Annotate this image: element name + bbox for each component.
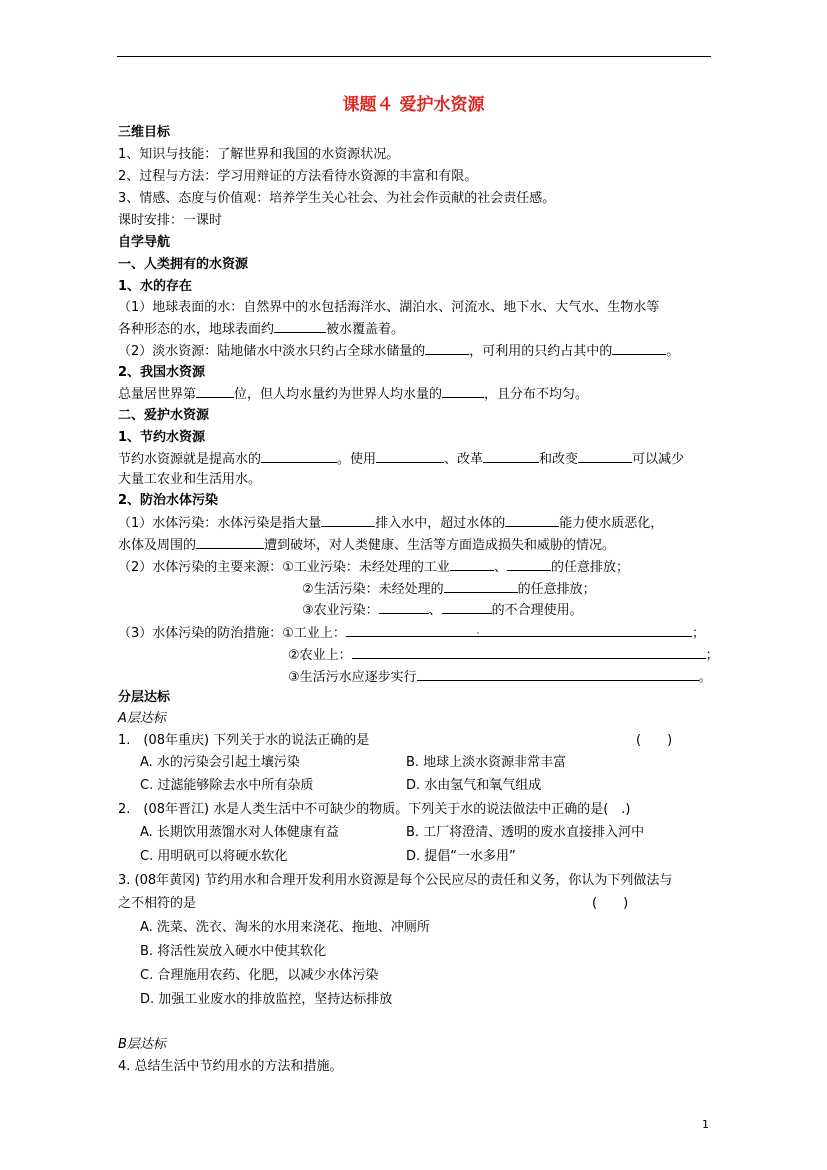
q4-stem: 4. 总结生活中节约用水的方法和措施。 <box>118 1059 343 1074</box>
part2-q2: （2）水体污染的主要来源：①工业污染：未经处理的工业 、 的任意排放； <box>118 560 629 575</box>
goal-item-3: 3、情感、态度与价值观：培养学生关心社会、为社会作贡献的社会责任感。 <box>118 191 556 206</box>
fill-blank[interactable] <box>442 601 492 614</box>
part2-p1: 节约水资源就是提高水的 。使用 、改革 和改变 可以减少 <box>118 452 685 467</box>
goal-item-2: 2、过程与方法：学习用辩证的方法看待水资源的丰富和有限。 <box>118 169 478 184</box>
fill-blank[interactable] <box>483 450 539 463</box>
q1-option-c[interactable]: C. 过滤能够除去水中所有杂质 <box>140 778 314 793</box>
fill-blank[interactable] <box>274 320 326 333</box>
part1-p1b: 各种形态的水，地球表面约 被水覆盖着。 <box>118 322 405 337</box>
fill-blank[interactable] <box>346 624 692 637</box>
fill-blank[interactable] <box>261 450 337 463</box>
part2-q1-line2: 水体及周围的 遭到破坏，对人类健康、生活等方面造成损失和威胁的情况。 <box>118 538 616 553</box>
part2-heading: 二、爱护水资源 <box>118 408 210 423</box>
fill-blank[interactable] <box>196 536 264 549</box>
fill-blank[interactable] <box>450 558 494 571</box>
q2-option-a[interactable]: A. 长期饮用蒸馏水对人体健康有益 <box>140 825 339 840</box>
q1-option-b[interactable]: B. 地球上淡水资源非常丰富 <box>406 755 567 770</box>
q2-option-b[interactable]: B. 工厂将澄清、透明的废水直接排入河中 <box>406 825 645 840</box>
fill-blank[interactable] <box>505 514 559 527</box>
q1-answer-paren[interactable]: ( ) <box>636 733 673 748</box>
part1-sub2: 2、我国水资源 <box>118 365 206 380</box>
part1-sub1: 1、水的存在 <box>118 279 193 294</box>
schedule: 课时安排：一课时 <box>118 213 223 228</box>
q2-stem: 2. (08年晋江) 水是人类生活中不可缺少的物质。下列关于水的说法做法中正确的是( .) <box>118 802 631 817</box>
fill-blank[interactable] <box>352 646 706 659</box>
part1-p3: 总量居世界第 位，但人均水量约为世界人均水量的 ，且分布不均匀。 <box>118 387 589 402</box>
fill-blank[interactable] <box>196 385 234 398</box>
level-a-heading: A层达标 <box>118 711 166 726</box>
practice-heading: 分层达标 <box>118 690 171 705</box>
guide-heading: 自学导航 <box>118 235 171 250</box>
goals-heading: 三维目标 <box>118 125 171 140</box>
fill-blank[interactable] <box>417 668 699 681</box>
fill-blank[interactable] <box>578 450 632 463</box>
level-b-heading: B层达标 <box>118 1037 166 1052</box>
part1-p2: （2）淡水资源：陆地储水中淡水只约占全球水储量的 ，可利用的只约占其中的 。 <box>118 344 680 359</box>
header-rule <box>117 56 711 57</box>
fill-blank[interactable] <box>442 385 484 398</box>
fill-blank[interactable] <box>612 342 666 355</box>
q3-option-d[interactable]: D. 加强工业废水的排放监控，坚持达标排放 <box>140 992 393 1007</box>
part2-q3-2: ②农业上： ； <box>288 648 719 663</box>
part1-heading: 一、人类拥有的水资源 <box>118 257 249 272</box>
part2-q2-3: ③农业污染： 、 的不合理使用。 <box>302 603 583 618</box>
goal-item-1: 1、知识与技能：了解世界和我国的水资源状况。 <box>118 147 400 162</box>
part2-q2-2: ②生活污染：未经处理的 的任意排放； <box>302 582 596 597</box>
fill-blank[interactable] <box>425 342 469 355</box>
q2-option-d[interactable]: D. 提倡“一水多用” <box>406 849 516 864</box>
q2-option-c[interactable]: C. 用明矾可以将硬水软化 <box>140 849 288 864</box>
fill-blank[interactable] <box>379 601 429 614</box>
part2-sub2: 2、防治水体污染 <box>118 493 219 508</box>
fill-blank[interactable] <box>444 580 518 593</box>
q3-stem-line2: 之不相符的是 <box>118 896 197 911</box>
fill-blank[interactable] <box>376 450 444 463</box>
q1-option-a[interactable]: A. 水的污染会引起土壤污染 <box>140 755 300 770</box>
page-number: 1 <box>702 1118 709 1131</box>
fill-blank[interactable] <box>321 514 375 527</box>
part2-sub1: 1、节约水资源 <box>118 430 206 445</box>
q3-option-a[interactable]: A. 洗菜、洗衣、淘米的水用来浇花、拖地、冲厕所 <box>140 920 430 935</box>
fill-blank[interactable] <box>507 558 551 571</box>
part2-p1-line2: 大量工农业和生活用水。 <box>118 472 262 487</box>
stray-mark <box>477 632 479 634</box>
page-title: 课题４ 爱护水资源 <box>342 95 485 115</box>
q3-stem-line1: 3. (08年黄冈) 节约用水和合理开发利用水资源是每个公民应尽的责任和义务，你认为下列做法与 <box>118 873 673 888</box>
q3-option-b[interactable]: B. 将活性炭放入硬水中使其软化 <box>140 944 327 959</box>
part2-q1: （1）水体污染：水体污染是指大量 排入水中，超过水体的 能力使水质恶化， <box>118 516 664 531</box>
q3-answer-paren[interactable]: ( ) <box>592 896 629 911</box>
part2-q3-3: ③生活污水应逐步实行 。 <box>288 670 712 685</box>
q1-option-d[interactable]: D. 水由氢气和氧气组成 <box>406 778 542 793</box>
q1-stem: 1. (08年重庆) 下列关于水的说法正确的是 <box>118 733 370 748</box>
part2-q3-1: （3）水体污染的防治措施：①工业上： ； <box>118 626 705 641</box>
part1-p1a: （1）地球表面的水：自然界中的水包括海洋水、湖泊水、河流水、地下水、大气水、生物水等 <box>118 300 660 315</box>
q3-option-c[interactable]: C. 合理施用农药、化肥，以减少水体污染 <box>140 968 379 983</box>
